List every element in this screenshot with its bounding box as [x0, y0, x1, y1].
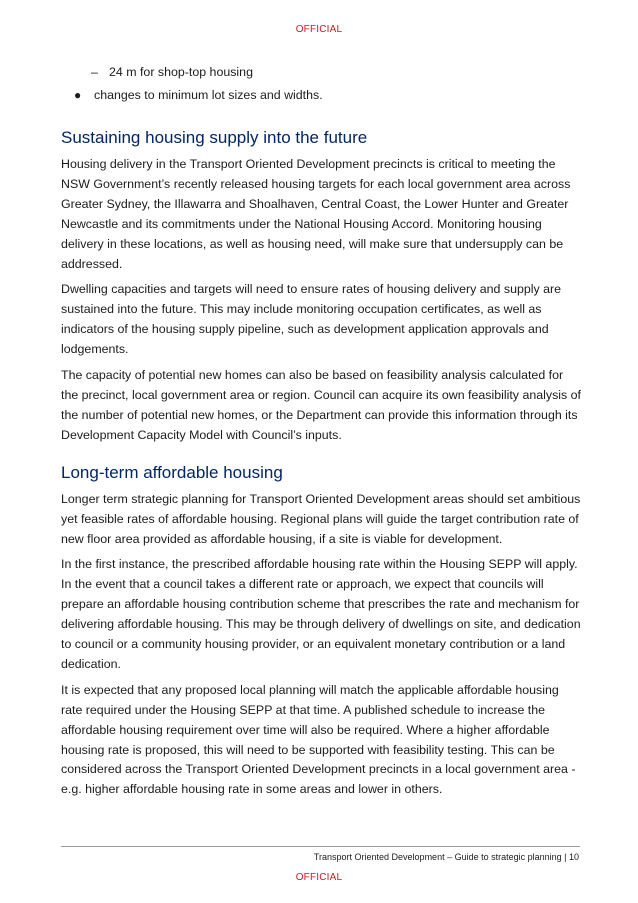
paragraph: Housing delivery in the Transport Oriented Development precincts is critical to meeting the NSW Government’s recently released housing targets for each local government area across Greater Sydney, the Illawarra and Shoalhaven, Central Coast, the Lower Hunter and Greater Newcastle and its commitments under the National Housing Accord. Monitoring housing delivery in these locations, as well as housing need, will make sure that undersupply can be addressed. [61, 157, 571, 271]
section-heading-affordable-housing: Long-term affordable housing [61, 462, 283, 482]
security-marking-bottom: OFFICIAL [295, 872, 343, 883]
paragraph: The capacity of potential new homes can also be based on feasibility analysis calculated for the precinct, local government area or region. Council can acquire its own feasibility analysis of the number of potential new homes, or the Department can provide this information through its Development Capacity Model with Council’s inputs. [61, 368, 581, 442]
section-heading-sustaining-supply: Sustaining housing supply into the future [61, 128, 368, 147]
paragraph: In the first instance, the prescribed affordable housing rate within the Housing SEPP will apply. In the event that a council takes a different rate or approach, we expect that councils will prepare an affordable housing contribution scheme that prescribes the rate and mechanism for delivering affordable housing. This may be through delivery of dwellings on site, and dedication to council or a community housing provider, or an equivalent monetary contribution or a land dedication. [61, 557, 581, 671]
dash-marker: – [91, 65, 98, 79]
bullet-icon: ● [74, 88, 82, 102]
footer-page-label: Transport Oriented Development – Guide to strategic planning | 10 [313, 852, 579, 862]
paragraph: Dwelling capacities and targets will need to ensure rates of housing delivery and supply are sustained into the future. This may include monitoring occupation certificates, as well as indicators of the housing supply pipeline, such as development application approvals and lodgements. [61, 282, 562, 357]
footer-divider [61, 846, 580, 847]
list-item-text: 24 m for shop-top housing [109, 65, 253, 79]
list-item-text: changes to minimum lot sizes and widths. [94, 88, 323, 102]
paragraph: Longer term strategic planning for Transport Oriented Development areas should set ambitious yet feasible rates of affordable housing. Regional plans will guide the target contribution rate of new floor area provided as affordable housing, if a site is viable for development. [61, 491, 581, 546]
paragraph: It is expected that any proposed local planning will match the applicable affordable housing rate required under the Housing SEPP at that time. A published schedule to increase the affordable housing requirement over time will also be required. Where a higher affordable housing rate is proposed, this will need to be supported with feasibility testing. This can be considered across the Transport Oriented Development precincts in a local government area - e.g. higher affordable housing rate in some areas and lower in others. [61, 682, 576, 797]
list-item-dash [91, 62, 581, 82]
document-body [61, 62, 581, 806]
list-item-bullet [74, 85, 581, 105]
security-marking-top: OFFICIAL [295, 24, 343, 35]
